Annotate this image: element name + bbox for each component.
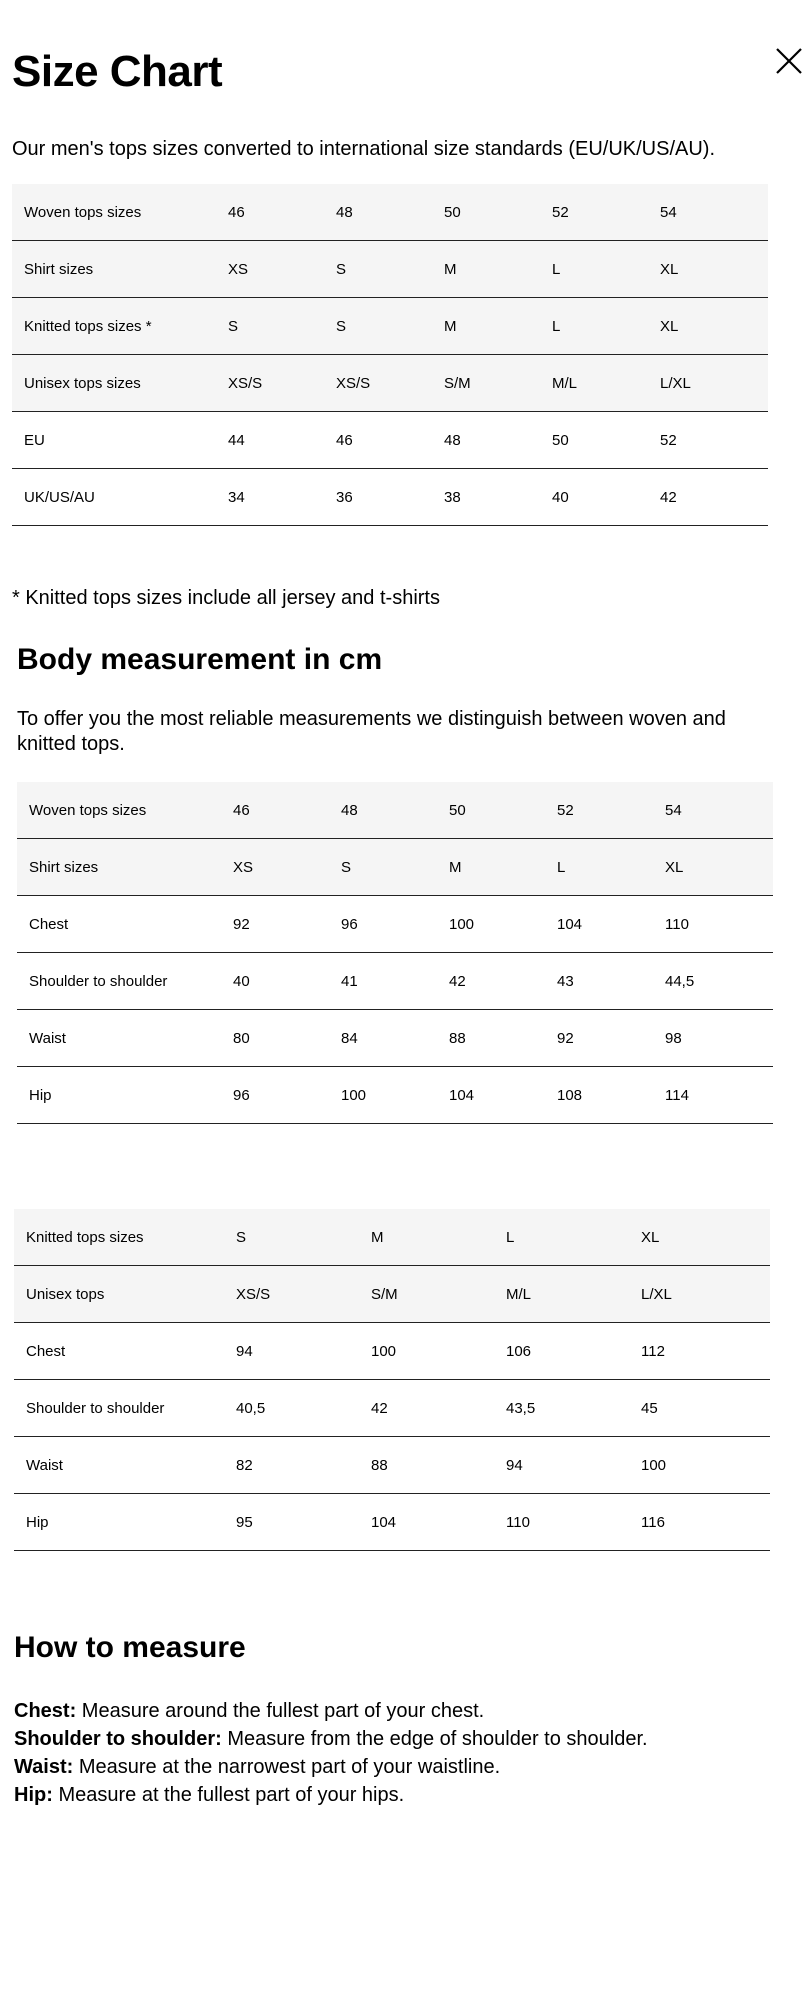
table-cell: S (336, 298, 444, 355)
table-cell: 106 (506, 1323, 641, 1380)
knitted-measurement-table (14, 1209, 770, 1551)
table-cell: 54 (665, 782, 773, 839)
table-cell: M/L (506, 1266, 641, 1323)
measure-item-shoulder: Shoulder to shoulder: Measure from the edge of shoulder to shoulder. (14, 1728, 648, 1750)
table-cell: 114 (665, 1067, 773, 1124)
close-button[interactable] (772, 44, 806, 78)
row-label: Woven tops sizes (12, 184, 228, 241)
table-cell: 104 (371, 1494, 506, 1551)
row-label: Hip (14, 1494, 236, 1551)
table-cell: 54 (660, 184, 768, 241)
size-conversion-table (12, 184, 768, 526)
table-cell: 40,5 (236, 1380, 371, 1437)
table-cell: 108 (557, 1067, 665, 1124)
table-cell: 40 (233, 953, 341, 1010)
table-row (14, 1494, 770, 1551)
table-cell: S/M (371, 1266, 506, 1323)
table-cell: 34 (228, 469, 336, 526)
table-row (12, 469, 768, 526)
size-chart-intro: Our men's tops sizes converted to international size standards (EU/UK/US/AU). (12, 138, 715, 160)
table-cell: 48 (341, 782, 449, 839)
table-cell: 92 (557, 1010, 665, 1067)
table-cell: 112 (641, 1323, 770, 1380)
table-cell: M (444, 241, 552, 298)
table-row (14, 1266, 770, 1323)
table-row (17, 839, 773, 896)
table-cell: 92 (233, 896, 341, 953)
row-label: Unisex tops (14, 1266, 236, 1323)
table-cell: L/XL (641, 1266, 770, 1323)
table-cell: 100 (641, 1437, 770, 1494)
row-label: Waist (14, 1437, 236, 1494)
table-cell: 46 (336, 412, 444, 469)
table-cell: M (449, 839, 557, 896)
table-cell: M (444, 298, 552, 355)
row-label: Shoulder to shoulder (14, 1380, 236, 1437)
table-row (12, 412, 768, 469)
table-row (14, 1323, 770, 1380)
table-cell: 100 (371, 1323, 506, 1380)
table-cell: L (506, 1209, 641, 1266)
table-row (12, 298, 768, 355)
table-cell: 50 (444, 184, 552, 241)
page-title: Size Chart (12, 47, 223, 96)
table-cell: 36 (336, 469, 444, 526)
table-cell: XL (660, 241, 768, 298)
table-cell: 88 (371, 1437, 506, 1494)
table-row (14, 1209, 770, 1266)
measure-item-chest: Chest: Measure around the fullest part of your chest. (14, 1700, 485, 1722)
table-cell: 45 (641, 1380, 770, 1437)
table-cell: 44,5 (665, 953, 773, 1010)
table-cell: 88 (449, 1010, 557, 1067)
row-label: EU (12, 412, 228, 469)
table-cell: L (552, 298, 660, 355)
row-label: Shirt sizes (12, 241, 228, 298)
table-cell: 40 (552, 469, 660, 526)
table-cell: M/L (552, 355, 660, 412)
row-label: Hip (17, 1067, 233, 1124)
row-label: Chest (17, 896, 233, 953)
row-label: Woven tops sizes (17, 782, 233, 839)
body-measurement-heading: Body measurement in cm (17, 643, 383, 676)
row-label: Shirt sizes (17, 839, 233, 896)
table-cell: 46 (233, 782, 341, 839)
table-cell: 52 (557, 782, 665, 839)
table-cell: 41 (341, 953, 449, 1010)
measure-item-hip: Hip: Measure at the fullest part of your hips. (14, 1784, 405, 1806)
measure-item-waist: Waist: Measure at the narrowest part of your waistline. (14, 1756, 501, 1778)
table-row (14, 1380, 770, 1437)
table-cell: 44 (228, 412, 336, 469)
table-cell: S (236, 1209, 371, 1266)
how-to-measure-heading: How to measure (14, 1631, 246, 1664)
body-measurement-intro: To offer you the most reliable measurements we distinguish between woven and knitted tops. (17, 708, 726, 755)
table-cell: M (371, 1209, 506, 1266)
table-row (17, 1010, 773, 1067)
table-cell: XS/S (236, 1266, 371, 1323)
table-cell: 84 (341, 1010, 449, 1067)
table-cell: 52 (552, 184, 660, 241)
table-cell: 38 (444, 469, 552, 526)
table-cell: 43 (557, 953, 665, 1010)
table-cell: 82 (236, 1437, 371, 1494)
row-label: Knitted tops sizes * (12, 298, 228, 355)
table-row (17, 953, 773, 1010)
table-row (12, 241, 768, 298)
table-cell: L (552, 241, 660, 298)
table-row (12, 355, 768, 412)
table-cell: L (557, 839, 665, 896)
table-row (17, 782, 773, 839)
table-cell: 100 (449, 896, 557, 953)
table-cell: 50 (552, 412, 660, 469)
table-cell: XS (233, 839, 341, 896)
table-cell: XS (228, 241, 336, 298)
table-cell: 94 (506, 1437, 641, 1494)
table-cell: 52 (660, 412, 768, 469)
table-cell: 46 (228, 184, 336, 241)
table-cell: 50 (449, 782, 557, 839)
table-cell: XS/S (336, 355, 444, 412)
table-row (12, 184, 768, 241)
table-cell: 80 (233, 1010, 341, 1067)
table-cell: S (228, 298, 336, 355)
row-label: Chest (14, 1323, 236, 1380)
table-cell: 94 (236, 1323, 371, 1380)
table-cell: 96 (341, 896, 449, 953)
table-cell: 48 (444, 412, 552, 469)
table-cell: 48 (336, 184, 444, 241)
table-cell: S (341, 839, 449, 896)
table-cell: 100 (341, 1067, 449, 1124)
table-cell: 42 (449, 953, 557, 1010)
row-label: UK/US/AU (12, 469, 228, 526)
table-cell: 116 (641, 1494, 770, 1551)
table-cell: XL (641, 1209, 770, 1266)
table-cell: 95 (236, 1494, 371, 1551)
table-row (14, 1437, 770, 1494)
row-label: Unisex tops sizes (12, 355, 228, 412)
row-label: Waist (17, 1010, 233, 1067)
table-cell: S (336, 241, 444, 298)
woven-measurement-table (17, 782, 773, 1124)
table-cell: XL (665, 839, 773, 896)
table-row (17, 896, 773, 953)
row-label: Shoulder to shoulder (17, 953, 233, 1010)
table-cell: 42 (371, 1380, 506, 1437)
table-cell: 42 (660, 469, 768, 526)
table-cell: 110 (506, 1494, 641, 1551)
table-row (17, 1067, 773, 1124)
table-cell: 98 (665, 1010, 773, 1067)
table-cell: XL (660, 298, 768, 355)
table-cell: XS/S (228, 355, 336, 412)
table-cell: 104 (449, 1067, 557, 1124)
how-to-measure-list (14, 1697, 648, 1809)
row-label: Knitted tops sizes (14, 1209, 236, 1266)
table-cell: 110 (665, 896, 773, 953)
knitted-footnote: * Knitted tops sizes include all jersey and t-shirts (12, 587, 440, 609)
close-icon (772, 44, 806, 78)
table-cell: 43,5 (506, 1380, 641, 1437)
table-cell: 96 (233, 1067, 341, 1124)
table-cell: S/M (444, 355, 552, 412)
table-cell: L/XL (660, 355, 768, 412)
table-cell: 104 (557, 896, 665, 953)
